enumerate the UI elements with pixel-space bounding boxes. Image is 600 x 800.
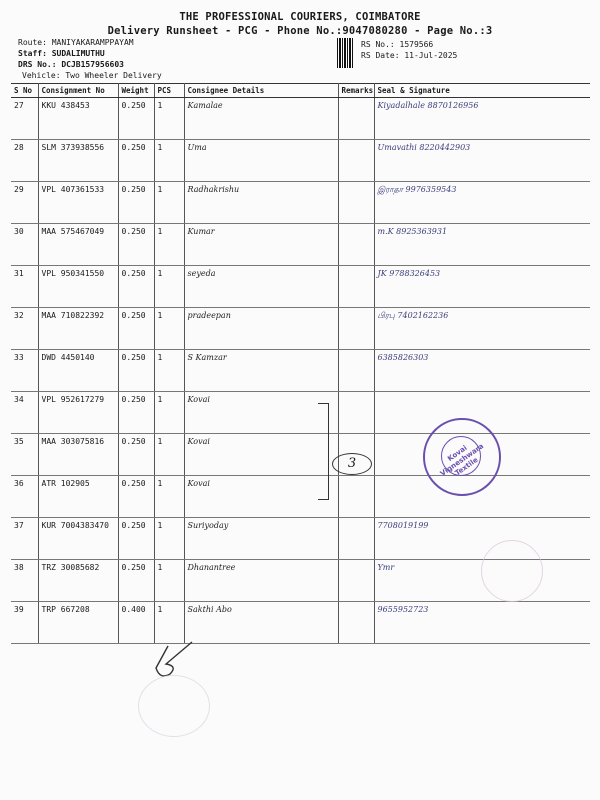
row-remarks xyxy=(338,224,374,266)
faded-round-stamp xyxy=(138,675,210,737)
page-subtitle: Delivery Runsheet - PCG - Phone No.:9047080280 - Page No.:3 xyxy=(107,25,493,37)
row-remarks xyxy=(338,266,374,308)
row-signature: Umavathi 8220442903 xyxy=(374,140,590,182)
faded-stamp xyxy=(481,540,543,602)
row-pcs: 1 xyxy=(154,224,184,266)
row-remarks xyxy=(338,308,374,350)
row-consignment: ATR 102905 xyxy=(38,476,118,518)
staff-label: Staff: SUDALIMUTHU xyxy=(18,49,105,58)
row-consignee: Kumar xyxy=(184,224,338,266)
row-weight: 0.250 xyxy=(118,308,154,350)
row-remarks xyxy=(338,560,374,602)
row-consignee: Sakthi Abo xyxy=(184,602,338,644)
row-remarks xyxy=(338,602,374,644)
row-consignee: Kovai xyxy=(184,476,338,518)
row-sno: 34 xyxy=(11,392,38,434)
table-row xyxy=(11,266,590,308)
row-weight: 0.250 xyxy=(118,518,154,560)
row-consignee: S Kamzar xyxy=(184,350,338,392)
row-sno: 27 xyxy=(11,98,38,140)
table-row xyxy=(11,182,590,224)
row-signature: இராதா 9976359543 xyxy=(374,182,590,224)
row-sno: 28 xyxy=(11,140,38,182)
row-pcs: 1 xyxy=(154,560,184,602)
row-consignment: VPL 952617279 xyxy=(38,392,118,434)
row-pcs: 1 xyxy=(154,602,184,644)
row-sno: 35 xyxy=(11,434,38,476)
table-row xyxy=(11,350,590,392)
row-pcs: 1 xyxy=(154,392,184,434)
row-remarks xyxy=(338,350,374,392)
row-weight: 0.250 xyxy=(118,98,154,140)
col-remarks: Remarks xyxy=(338,84,374,98)
col-pcs: PCS xyxy=(154,84,184,98)
row-sno: 37 xyxy=(11,518,38,560)
row-weight: 0.250 xyxy=(118,182,154,224)
row-remarks xyxy=(338,392,374,434)
row-pcs: 1 xyxy=(154,308,184,350)
row-consignee: Suriyoday xyxy=(184,518,338,560)
row-sno: 30 xyxy=(11,224,38,266)
row-pcs: 1 xyxy=(154,434,184,476)
company-seal-stamp xyxy=(423,418,501,496)
row-signature: Ymr xyxy=(374,560,590,602)
row-weight: 0.250 xyxy=(118,350,154,392)
row-consignment: VPL 407361533 xyxy=(38,182,118,224)
row-remarks xyxy=(338,182,374,224)
row-consignment: MAA 303075816 xyxy=(38,434,118,476)
row-consignment: TRZ 30085682 xyxy=(38,560,118,602)
page-title: THE PROFESSIONAL COURIERS, COIMBATORE xyxy=(179,11,421,23)
row-sno: 33 xyxy=(11,350,38,392)
grouping-count-annotation: 3 xyxy=(332,453,372,475)
row-consignment: TRP 667208 xyxy=(38,602,118,644)
row-consignment: MAA 575467049 xyxy=(38,224,118,266)
table-row xyxy=(11,476,590,518)
row-consignee: seyeda xyxy=(184,266,338,308)
row-weight: 0.250 xyxy=(118,224,154,266)
rs-no-label: RS No.: 1579566 xyxy=(361,40,434,49)
row-signature: m.K 8925363931 xyxy=(374,224,590,266)
row-consignee: Uma xyxy=(184,140,338,182)
row-sno: 31 xyxy=(11,266,38,308)
row-pcs: 1 xyxy=(154,350,184,392)
row-signature: 6385826303 xyxy=(374,350,590,392)
row-pcs: 1 xyxy=(154,518,184,560)
row-weight: 0.250 xyxy=(118,560,154,602)
row-pcs: 1 xyxy=(154,266,184,308)
row-consignee: Kamalae xyxy=(184,98,338,140)
table-row xyxy=(11,392,590,434)
row-pcs: 1 xyxy=(154,140,184,182)
table-row xyxy=(11,308,590,350)
col-seal-signature: Seal & Signature xyxy=(374,84,590,98)
row-remarks xyxy=(338,98,374,140)
row-sno: 38 xyxy=(11,560,38,602)
table-row xyxy=(11,98,590,140)
col-consignee: Consignee Details xyxy=(184,84,338,98)
barcode-image xyxy=(337,38,353,68)
vehicle-label: Vehicle: Two Wheeler Delivery xyxy=(22,71,162,80)
row-weight: 0.250 xyxy=(118,434,154,476)
row-consignment: KUR 7004383470 xyxy=(38,518,118,560)
row-consignee: Radhakrishu xyxy=(184,182,338,224)
row-signature: 7708019199 xyxy=(374,518,590,560)
row-weight: 0.250 xyxy=(118,476,154,518)
row-remarks xyxy=(338,140,374,182)
row-consignment: VPL 950341550 xyxy=(38,266,118,308)
col-consignment: Consignment No xyxy=(38,84,118,98)
rs-date-label: RS Date: 11-Jul-2025 xyxy=(361,51,458,60)
row-sno: 29 xyxy=(11,182,38,224)
col-sno: S No xyxy=(11,84,38,98)
row-weight: 0.400 xyxy=(118,602,154,644)
row-signature: 9655952723 xyxy=(374,602,590,644)
row-weight: 0.250 xyxy=(118,140,154,182)
table-row xyxy=(11,434,590,476)
row-weight: 0.250 xyxy=(118,392,154,434)
table-row xyxy=(11,224,590,266)
row-consignment: DWD 4450140 xyxy=(38,350,118,392)
row-signature: பிரபு 7402162236 xyxy=(374,308,590,350)
row-weight: 0.250 xyxy=(118,266,154,308)
row-pcs: 1 xyxy=(154,476,184,518)
row-signature: Kiyadalhale 8870126956 xyxy=(374,98,590,140)
row-consignee: Dhanantree xyxy=(184,560,338,602)
col-weight: Weight xyxy=(118,84,154,98)
row-sno: 36 xyxy=(11,476,38,518)
row-pcs: 1 xyxy=(154,98,184,140)
row-consignment: SLM 373938556 xyxy=(38,140,118,182)
grouping-bracket xyxy=(318,403,329,500)
row-remarks xyxy=(338,476,374,518)
row-sno: 39 xyxy=(11,602,38,644)
row-signature: JK 9788326453 xyxy=(374,266,590,308)
row-pcs: 1 xyxy=(154,182,184,224)
row-consignment: KKU 438453 xyxy=(38,98,118,140)
stamp-text: Kovai Vigneshwara Textile xyxy=(438,442,486,478)
row-consignee: pradeepan xyxy=(184,308,338,350)
route-label: Route: MANIYAKARAMPPAYAM xyxy=(18,38,134,47)
table-header-row xyxy=(11,84,590,98)
row-consignee: Kovai xyxy=(184,392,338,434)
row-remarks xyxy=(338,518,374,560)
row-sno: 32 xyxy=(11,308,38,350)
row-consignment: MAA 710822392 xyxy=(38,308,118,350)
table-row xyxy=(11,140,590,182)
row-consignee: Kovai xyxy=(184,434,338,476)
drs-label: DRS No.: DCJB157956603 xyxy=(18,60,124,69)
table-row xyxy=(11,602,590,644)
